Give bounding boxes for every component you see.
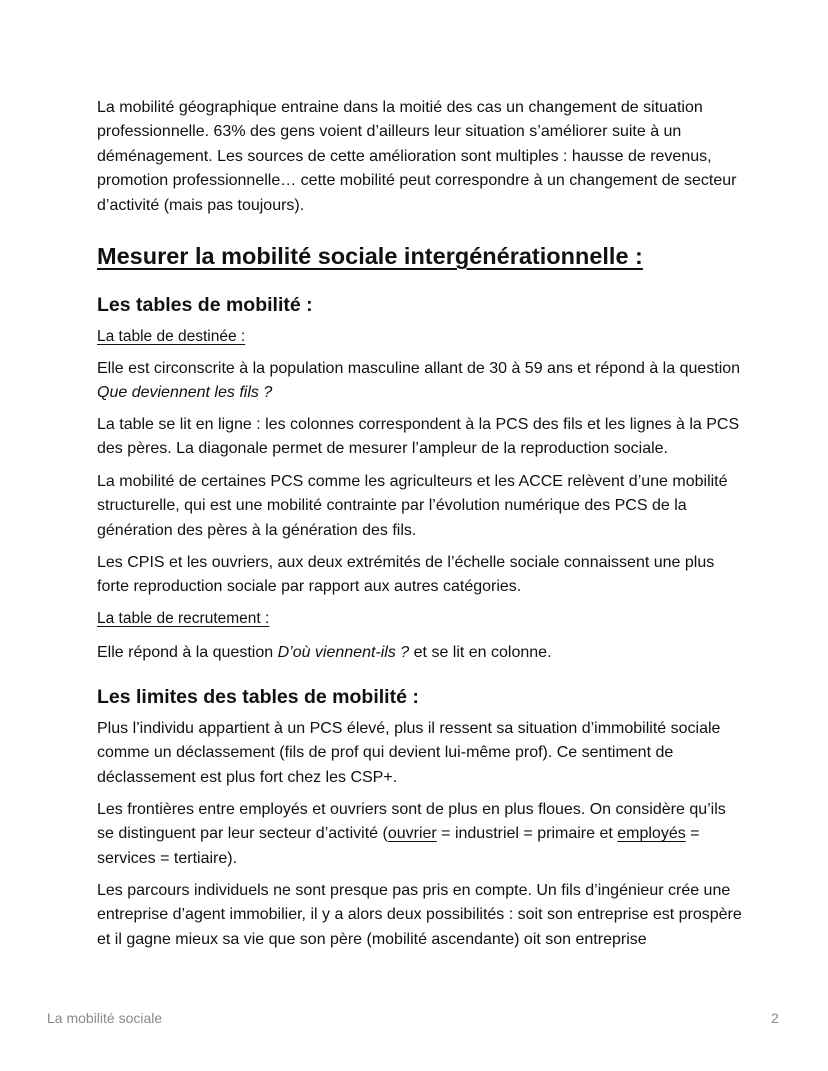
page-number: 2: [771, 1010, 779, 1026]
subsection-heading-limites: Les limites des tables de mobilité :: [97, 686, 419, 708]
destinee-paragraph-2: [97, 413, 742, 462]
destinee-p1-text: Elle est circonscrite à la population masculine allant de 30 à 59 ans et répond à la question: [97, 360, 741, 377]
destinee-p3-text: La mobilité de certaines PCS comme les agriculteurs et les ACCE relèvent d’une mobilité structurelle, qui est une mobilité contrainte par l’évolution numérique des PCS de la génération des pères à la génération des fils.: [97, 473, 728, 539]
destinee-p2-text: La table se lit en ligne : les colonnes correspondent à la PCS des fils et les lignes à la PCS des pères. La diagonale permet de mesurer l’ampleur de la reproduction sociale.: [97, 416, 740, 458]
recrutement-text-a: Elle répond à la question: [97, 644, 278, 661]
limites-p2-ouvrier: ouvrier: [387, 825, 437, 843]
recrutement-question: D’où viennent-ils ?: [277, 644, 410, 661]
limites-p2-text-b: = industriel = primaire et: [436, 825, 618, 843]
recrutement-paragraph: [97, 641, 742, 665]
limites-p2-text-c: = services = tertiaire).: [97, 825, 700, 867]
intro-paragraph: [97, 96, 742, 218]
table-destinee-title: La table de destinée :: [97, 328, 246, 345]
recrutement-text-c: et se lit en colonne.: [409, 644, 552, 661]
intro-text: La mobilité géographique entraine dans la moitié des cas un changement de situation professionnelle. 63% des gens voient d’ailleurs leur situation s’améliorer suite à un déménagement. Les sources de cette amélioration sont multiples : hausse de revenus, promotion professionnelle… cette mobilité peut correspondre à un changement de secteur d’activité (mais pas toujours).: [97, 99, 737, 214]
limites-p2-employes: employés: [617, 825, 686, 843]
limites-p1-text: Plus l’individu appartient à un PCS élevé, plus il ressent sa situation d’immobilité sociale comme un déclassement (fils de prof qui devient lui-même prof). Ce sentiment de déclassement est plus fort chez les CSP+.: [97, 720, 721, 786]
limites-p3-text: Les parcours individuels ne sont presque pas pris en compte. Un fils d’ingénieur crée une entreprise d’agent immobilier, il y a alors deux possibilités : soit son entreprise est prospère et il gagne mieux sa vie que son père (mobilité ascendante) oit son entreprise: [97, 882, 742, 948]
limites-paragraph-1: [97, 717, 742, 790]
limites-p2-text-a: Les frontières entre employés et ouvriers sont de plus en plus floues. On considère qu’ils se distinguent par leur secteur d’activité (: [97, 801, 726, 843]
table-recrutement-title: La table de recrutement :: [97, 610, 270, 627]
footer-title: La mobilité sociale: [47, 1010, 163, 1026]
destinee-paragraph-3: [97, 470, 742, 543]
limites-paragraph-2: [97, 798, 742, 871]
destinee-p4-text: Les CPIS et les ouvriers, aux deux extrémités de l’échelle sociale connaissent une plus forte reproduction sociale par rapport aux autres catégories.: [97, 554, 715, 596]
section-heading-mesurer: Mesurer la mobilité sociale intergénérationnelle :: [97, 243, 643, 269]
limites-paragraph-3: [97, 879, 742, 952]
subsection-heading-tables: Les tables de mobilité :: [97, 294, 313, 316]
destinee-paragraph-1: [97, 357, 742, 406]
destinee-paragraph-4: [97, 551, 742, 600]
destinee-p1-question: Que deviennent les fils ?: [97, 384, 273, 402]
